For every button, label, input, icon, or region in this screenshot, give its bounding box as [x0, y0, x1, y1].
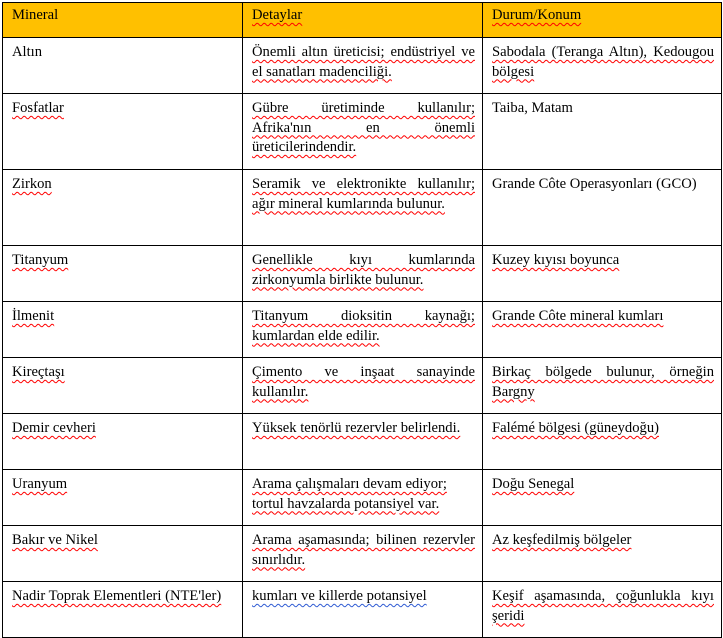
cell-details: Yüksek tenörlü rezervler belirlendi. — [243, 414, 483, 470]
table-row — [3, 302, 722, 358]
cell-mineral: Bakır ve Nikel — [3, 526, 243, 582]
table-row — [3, 582, 722, 638]
table-row — [3, 38, 722, 94]
table-row — [3, 246, 722, 302]
cell-details: Genellikle kıyı kumlarında zirkonyumla birlikte bulunur. — [243, 246, 483, 302]
cell-location: Doğu Senegal — [483, 470, 722, 526]
table-row — [3, 414, 722, 470]
cell-details: Titanyum dioksitin kaynağı; kumlardan elde edilir. — [243, 302, 483, 358]
cell-location: Az keşfedilmiş bölgeler — [483, 526, 722, 582]
minerals-table — [2, 2, 722, 638]
cell-location: Grande Côte mineral kumları — [483, 302, 722, 358]
cell-mineral: Fosfatlar — [3, 94, 243, 170]
cell-mineral: İlmenit — [3, 302, 243, 358]
cell-mineral: Uranyum — [3, 470, 243, 526]
cell-location: Grande Côte Operasyonları (GCO) — [483, 170, 722, 246]
cell-details: Arama aşamasında; bilinen rezervler sınırlıdır. — [243, 526, 483, 582]
cell-location: Falémé bölgesi (güneydoğu) — [483, 414, 722, 470]
cell-mineral: Altın — [3, 38, 243, 94]
cell-details: kumları ve killerde potansiyel — [243, 582, 483, 638]
cell-location: Taiba, Matam — [483, 94, 722, 170]
table-row — [3, 470, 722, 526]
cell-location: Kuzey kıyısı boyunca — [483, 246, 722, 302]
header-details: Detaylar — [243, 3, 483, 38]
table-row — [3, 526, 722, 582]
cell-details: Önemli altın üreticisi; endüstriyel ve el sanatları madenciliği. — [243, 38, 483, 94]
cell-details: Gübre üretiminde kullanılır; Afrika'nın en önemli üreticilerindendir. — [243, 94, 483, 170]
table-row — [3, 170, 722, 246]
table-row — [3, 94, 722, 170]
table-row — [3, 358, 722, 414]
cell-mineral: Demir cevheri — [3, 414, 243, 470]
cell-mineral: Nadir Toprak Elementleri (NTE'ler) — [3, 582, 243, 638]
cell-location: Birkaç bölgede bulunur, örneğin Bargny — [483, 358, 722, 414]
cell-details: Çimento ve inşaat sanayinde kullanılır. — [243, 358, 483, 414]
cell-details: Seramik ve elektronikte kullanılır; ağır mineral kumlarında bulunur. — [243, 170, 483, 246]
cell-location: Keşif aşamasında, çoğunlukla kıyı şeridi — [483, 582, 722, 638]
cell-details: Arama çalışmaları devam ediyor; tortul havzalarda potansiyel var. — [243, 470, 483, 526]
table-header-row — [3, 3, 722, 38]
header-mineral: Mineral — [3, 3, 243, 38]
header-location: Durum/Konum — [483, 3, 722, 38]
cell-mineral: Zirkon — [3, 170, 243, 246]
cell-mineral: Titanyum — [3, 246, 243, 302]
cell-location: Sabodala (Teranga Altın), Kedougou bölgesi — [483, 38, 722, 94]
cell-mineral: Kireçtaşı — [3, 358, 243, 414]
